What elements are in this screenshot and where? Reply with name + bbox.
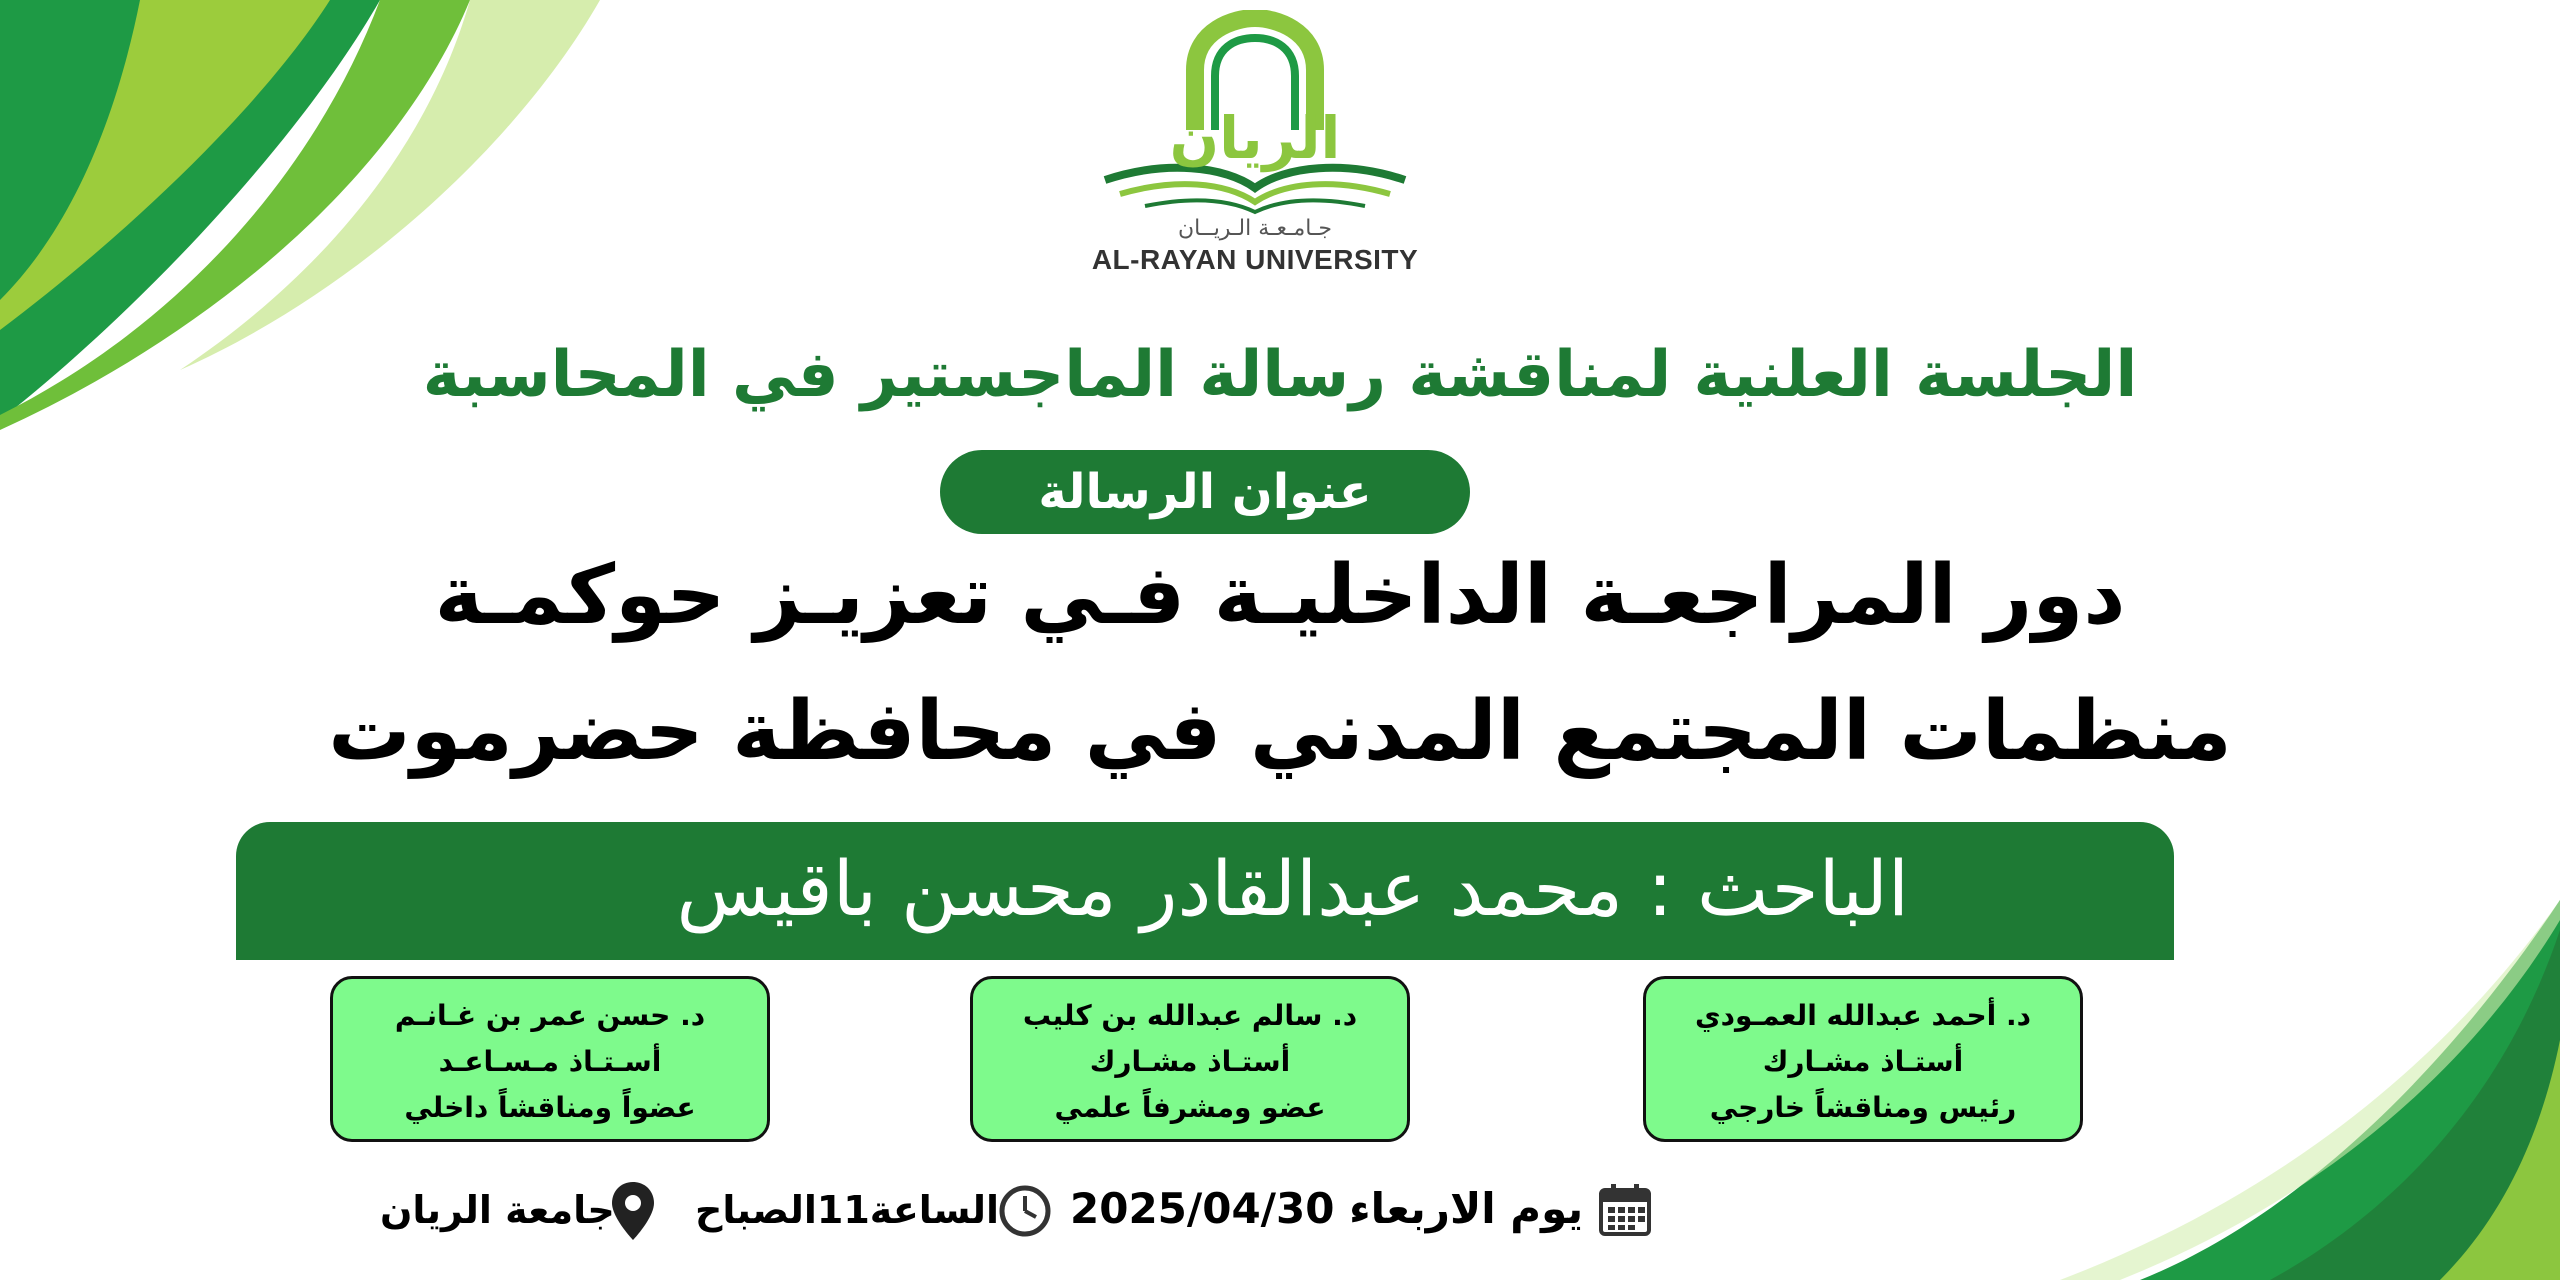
calendar-icon (1597, 1182, 1653, 1238)
event-time: الساعة11الصباح (695, 1188, 1000, 1232)
thesis-label-badge: عنوان الرسالة (940, 450, 1470, 534)
researcher-name: الباحث : محمد عبدالقادر محسن باقيس (676, 844, 1909, 933)
logo-english-name: AL-RAYAN UNIVERSITY (1091, 244, 1419, 275)
researcher-banner (236, 822, 2174, 960)
logo-arabic-name: جـامـعـة الـريــان (1177, 216, 1333, 241)
committee-card-supervisor (970, 976, 1410, 1142)
committee-member-name: د. سالم عبدالله بن كليب (1022, 999, 1358, 1032)
committee-member-rank: أستـاذ مشـارك (1089, 1045, 1291, 1078)
thesis-title-line-1: دور المراجعـة الداخليـة فـي تعزيـز حوكمـة (434, 548, 2126, 643)
location-pin-icon (608, 1180, 658, 1242)
committee-member-role: رئيس ومناقشاً خارجي (1709, 1091, 2017, 1124)
committee-member-name: د. أحمد عبدالله العمـودي (1694, 999, 2032, 1032)
event-location: جامعة الريان (380, 1188, 615, 1232)
event-date: يوم الاربعاء 2025/04/30 (1070, 1184, 1584, 1233)
committee-member-name: د. حسن عمر بن غـانـم (394, 999, 706, 1032)
committee-card-internal (330, 976, 770, 1142)
clock-icon (998, 1184, 1052, 1238)
committee-member-role: عضواً ومناقشاً داخلي (404, 1091, 696, 1124)
thesis-title-line-2: منظمات المجتمع المدني في محافظة حضرموت (328, 684, 2232, 779)
university-logo (1085, 10, 1425, 280)
committee-card-chair (1643, 976, 2083, 1142)
logo-book-arch-icon (1085, 10, 1425, 220)
committee-member-rank: أسـتـاذ مـسـاعـد (438, 1045, 662, 1078)
logo-mark-text: الريان (1169, 104, 1341, 172)
event-details-footer (370, 1180, 1670, 1242)
committee-member-rank: أستـاذ مشـارك (1762, 1045, 1964, 1078)
committee-member-role: عضو ومشرفاً علمي (1054, 1091, 1326, 1124)
event-heading: الجلسة العلنية لمناقشة رسالة الماجستير في المحاسبة (422, 338, 2138, 412)
